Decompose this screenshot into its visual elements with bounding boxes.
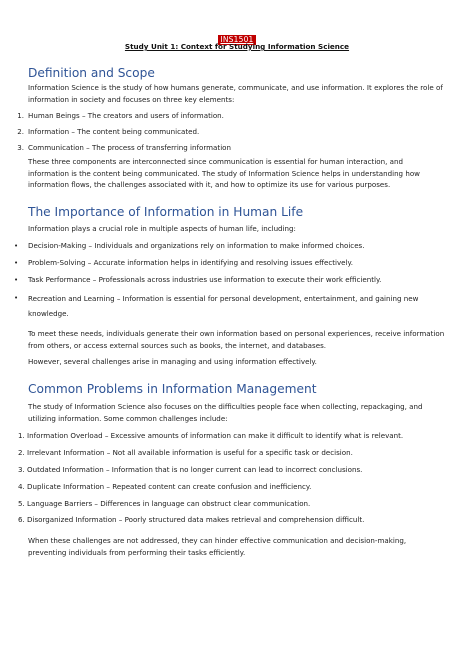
list-item-text: Irrelevant Information – Not all available information is useful for a specific task or decision. [27, 448, 353, 457]
list-item [14, 291, 446, 321]
list-marker: 5. [18, 499, 25, 508]
list-item-text: Task Performance – Professionals across industries use information to execute their work efficiently. [28, 275, 382, 284]
list-item [18, 481, 448, 493]
list-item-text: Communication – The process of transferring information [28, 143, 231, 152]
list-marker: 2. [17, 127, 24, 136]
section2-after-1: To meet these needs, individuals generate their own information based on personal experiences, receive information from others, or access external sources such as books, the internet, and databases. [28, 329, 445, 350]
list-item-text: Problem-Solving – Accurate information helps in identifying and resolving issues effectively. [28, 258, 353, 267]
list-item-text: Outdated Information – Information that is no longer current can lead to incorrect conclusions. [27, 465, 363, 474]
list-item [14, 240, 446, 252]
section-heading-importance: The Importance of Information in Human Life [28, 205, 304, 219]
bullet-marker: • [14, 259, 19, 267]
section-heading-problems: Common Problems in Information Management [28, 382, 317, 396]
section2-intro: Information plays a crucial role in multiple aspects of human life, including: [28, 224, 296, 233]
list-item [18, 447, 448, 459]
list-item [18, 498, 448, 510]
list-marker: 1. [17, 111, 24, 120]
list-marker: 3. [18, 465, 25, 474]
list-marker: 3. [17, 143, 24, 152]
list-item [18, 430, 448, 442]
list-item [17, 110, 446, 122]
list-item-text: Disorganized Information – Poorly structured data makes retrieval and comprehension difficult. [27, 515, 365, 524]
list-item [14, 274, 446, 286]
list-item [18, 514, 448, 526]
section-heading-definition: Definition and Scope [28, 66, 155, 80]
list-item-text: Recreation and Learning – Information is essential for personal development, entertainment, and gaining new knowledge. [28, 294, 419, 318]
list-item-text: Information – The content being communicated. [28, 127, 200, 136]
list-marker: 2. [18, 448, 25, 457]
list-marker: 6. [18, 515, 25, 524]
list-item-text: Language Barriers – Differences in language can obstruct clear communication. [27, 499, 311, 508]
list-item [18, 464, 448, 476]
document-title: Study Unit 1: Context for Studying Information Science [124, 42, 350, 51]
section1-intro: Information Science is the study of how humans generate, communicate, and use information. It explores the role of information in society and focuses on three key elements: [28, 83, 443, 104]
bullet-marker: • [14, 294, 19, 302]
list-item [14, 257, 446, 269]
bullet-marker: • [14, 242, 19, 250]
list-marker: 1. [18, 431, 25, 440]
section3-after: When these challenges are not addressed, they can hinder effective communication and decision-making, preventing individuals from performing their tasks efficiently. [28, 536, 407, 557]
list-marker: 4. [18, 482, 25, 491]
list-item-text: Human Beings – The creators and users of information. [28, 111, 224, 120]
bullet-marker: • [14, 276, 19, 284]
section3-intro: The study of Information Science also focuses on the difficulties people face when collecting, repackaging, and utilizing information. Some common challenges include: [28, 402, 423, 423]
list-item-text: Duplicate Information – Repeated content can create confusion and inefficiency. [27, 482, 312, 491]
list-item [17, 126, 446, 138]
section1-after: These three components are interconnected since communication is essential for human interaction, and information is the content being communicated. The study of Information Science helps in understanding how information flows, the challenges associated with it, and how to optimize its use for various purposes. [28, 157, 420, 190]
section2-after-2: However, several challenges arise in managing and using information effectively. [28, 357, 317, 366]
list-item-text: Decision-Making – Individuals and organizations rely on information to make informed choices. [28, 241, 365, 250]
course-code: INS1501 [220, 35, 254, 44]
list-item [17, 142, 446, 154]
list-item-text: Information Overload – Excessive amounts of information can make it difficult to identify what is relevant. [27, 431, 404, 440]
